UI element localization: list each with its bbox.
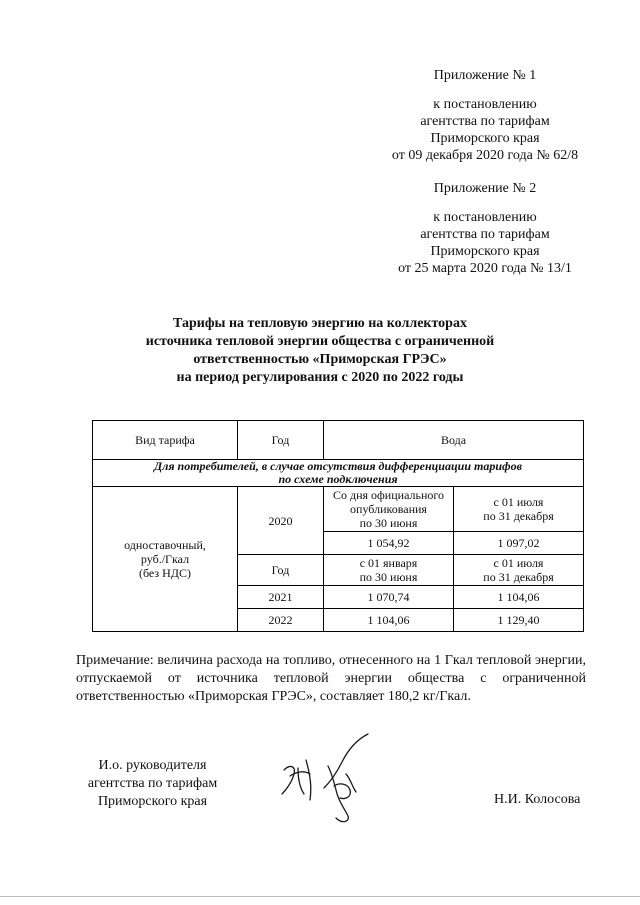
table-row	[93, 487, 584, 532]
tariff-label-line: (без НДС)	[138, 566, 191, 580]
period-2020-second	[454, 487, 584, 532]
appendix-1-line: агентства по тарифам	[420, 114, 550, 129]
appendix-2-line: к постановлению	[433, 210, 537, 225]
group-line: Для потребителей, в случае отсутствия дифференциации тарифов	[154, 459, 522, 473]
period-line: Со дня официального	[332, 488, 445, 502]
appendix-2-heading: Приложение № 2	[433, 181, 537, 196]
appendix-2-line: от 25 марта 2020 года № 13/1	[398, 261, 572, 276]
period-2020-first	[324, 487, 454, 532]
table-header-row	[93, 421, 584, 460]
appendix-2-line: Приморского края	[430, 244, 540, 259]
value-2020-first: 1 054,92	[324, 532, 454, 555]
year-cell: 2022	[238, 609, 324, 632]
title-line: ответственностью «Приморская ГРЭС»	[193, 352, 447, 367]
tariff-table	[92, 420, 584, 632]
appendix-2-line: агентства по тарифам	[420, 227, 550, 242]
title-line: Тарифы на тепловую энергию на коллекторах	[173, 316, 467, 331]
signer-line: И.о. руководителя	[98, 758, 207, 773]
appendix-1-block	[355, 67, 615, 164]
appendix-1-line: к постановлению	[433, 97, 537, 112]
period-second	[454, 555, 584, 586]
value-second-cell: 1 129,40	[454, 609, 584, 632]
period-line: опубликования	[350, 502, 427, 516]
period-line: с 01 июля	[493, 495, 544, 509]
header-tariff-type: Вид тарифа	[93, 421, 238, 460]
note-paragraph: Примечание: величина расхода на топливо, отнесенного на 1 Гкал тепловой энергии, отпускаемой от источника тепловой энергии общества с ограниченной ответственностью «Приморская ГРЭС», составляет 180,2 кг/Гкал.	[76, 653, 586, 704]
page-edge-divider	[0, 896, 640, 897]
signer-line: агентства по тарифам	[87, 776, 218, 791]
period-line: по 30 июня	[359, 516, 418, 530]
title-line: источника тепловой энергии общества с ограниченной	[145, 334, 495, 349]
year-cell: 2021	[238, 586, 324, 609]
appendix-1-line: от 09 декабря 2020 года № 62/8	[391, 148, 579, 163]
period-first	[324, 555, 454, 586]
period-line: с 01 января	[359, 556, 418, 570]
document-title	[80, 315, 560, 387]
signer-line: Приморского края	[97, 794, 208, 809]
value-first-cell: 1 104,06	[324, 609, 454, 632]
period-line: с 01 июля	[493, 556, 544, 570]
appendix-1-heading: Приложение № 1	[433, 68, 537, 83]
tariff-type-cell	[93, 487, 238, 632]
table-group-row	[93, 460, 584, 487]
handwritten-signature	[276, 730, 386, 825]
group-line: по схеме подключения	[278, 472, 398, 486]
signer-name: Н.И. Колосова	[494, 792, 581, 807]
period-line: по 30 июня	[359, 570, 418, 584]
appendix-1-line: Приморского края	[430, 131, 540, 146]
header-water: Вода	[324, 421, 584, 460]
value-2020-second: 1 097,02	[454, 532, 584, 555]
tariff-label-line: одноставочный,	[124, 538, 206, 552]
consumer-group-label	[93, 460, 584, 487]
period-line: по 31 декабря	[483, 570, 554, 584]
value-first-cell: 1 070,74	[324, 586, 454, 609]
year-header-cell: Год	[238, 555, 324, 586]
value-second-cell: 1 104,06	[454, 586, 584, 609]
title-line: на период регулирования с 2020 по 2022 годы	[176, 370, 464, 385]
year-2020-cell: 2020	[238, 487, 324, 555]
signer-title-block	[70, 757, 235, 811]
header-year: Год	[238, 421, 324, 460]
period-line: по 31 декабря	[483, 509, 554, 523]
appendix-2-block	[355, 180, 615, 277]
tariff-label-line: руб./Гкал	[140, 552, 190, 566]
